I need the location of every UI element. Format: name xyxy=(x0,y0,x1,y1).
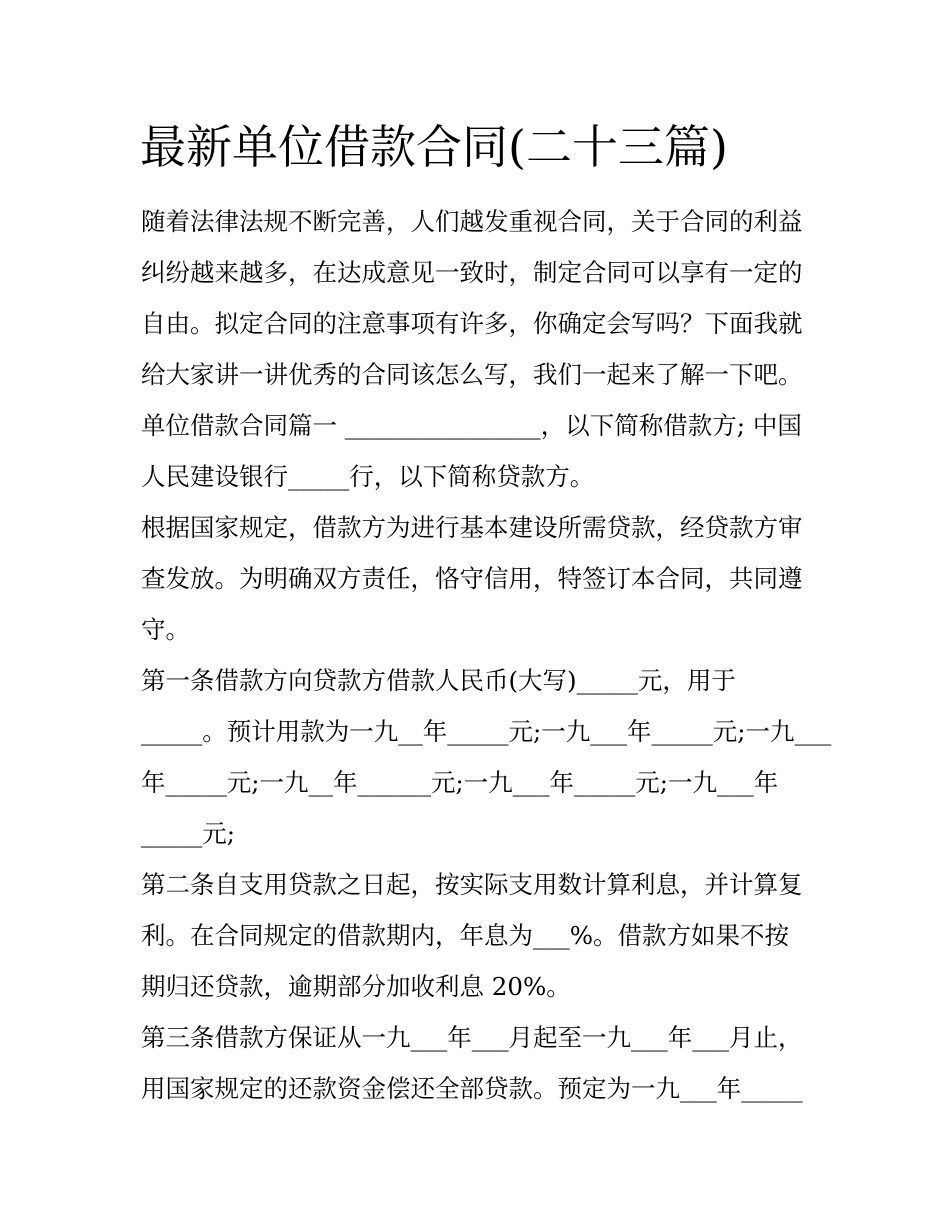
body-line-article1-1: 第一条借款方向贷款方借款人民币(大写)_____元，用于 xyxy=(141,666,736,695)
body-line-article2-1: 第二条自支用贷款之日起，按实际支用数计算利息，并计算复 xyxy=(141,870,803,899)
body-line-contract-heading: 单位借款合同篇一 ________________，以下简称借款方; 中国 xyxy=(141,411,802,440)
body-line-basis-1: 根据国家规定，借款方为进行基本建设所需贷款，经贷款方审 xyxy=(141,513,803,542)
body-line-intro-4: 给大家讲一讲优秀的合同该怎么写，我们一起来了解一下吧。 xyxy=(141,360,803,389)
body-line-article1-2: _____。预计用款为一九__年_____元;一九___年_____元;一九___ xyxy=(141,717,832,746)
document-title: 最新单位借款合同(二十三篇) xyxy=(140,120,728,174)
body-line-article3-2: 用国家规定的还款资金偿还全部贷款。预定为一九___年_____ xyxy=(141,1074,803,1103)
body-line-lender: 人民建设银行_____行，以下简称贷款方。 xyxy=(141,462,595,491)
body-line-intro-1: 随着法律法规不断完善，人们越发重视合同，关于合同的利益 xyxy=(141,207,803,236)
body-line-article3-1: 第三条借款方保证从一九___年___月起至一九___年___月止， xyxy=(141,1023,803,1052)
body-line-article1-3: 年_____元;一九__年______元;一九___年_____元;一九___年 xyxy=(141,768,779,797)
body-line-article1-4: _____元; xyxy=(141,819,236,848)
body-line-basis-3: 守。 xyxy=(141,615,190,644)
body-line-article2-3: 期归还贷款，逾期部分加收利息 20%。 xyxy=(141,972,571,1001)
body-line-intro-2: 纠纷越来越多，在达成意见一致时，制定合同可以享有一定的 xyxy=(141,258,803,287)
body-line-intro-3: 自由。拟定合同的注意事项有许多，你确定会写吗？下面我就 xyxy=(141,309,803,338)
body-line-basis-2: 查发放。为明确双方责任，恪守信用，特签订本合同，共同遵 xyxy=(141,564,803,593)
body-line-article2-2: 利。在合同规定的借款期内，年息为___%。借款方如果不按 xyxy=(141,921,790,950)
